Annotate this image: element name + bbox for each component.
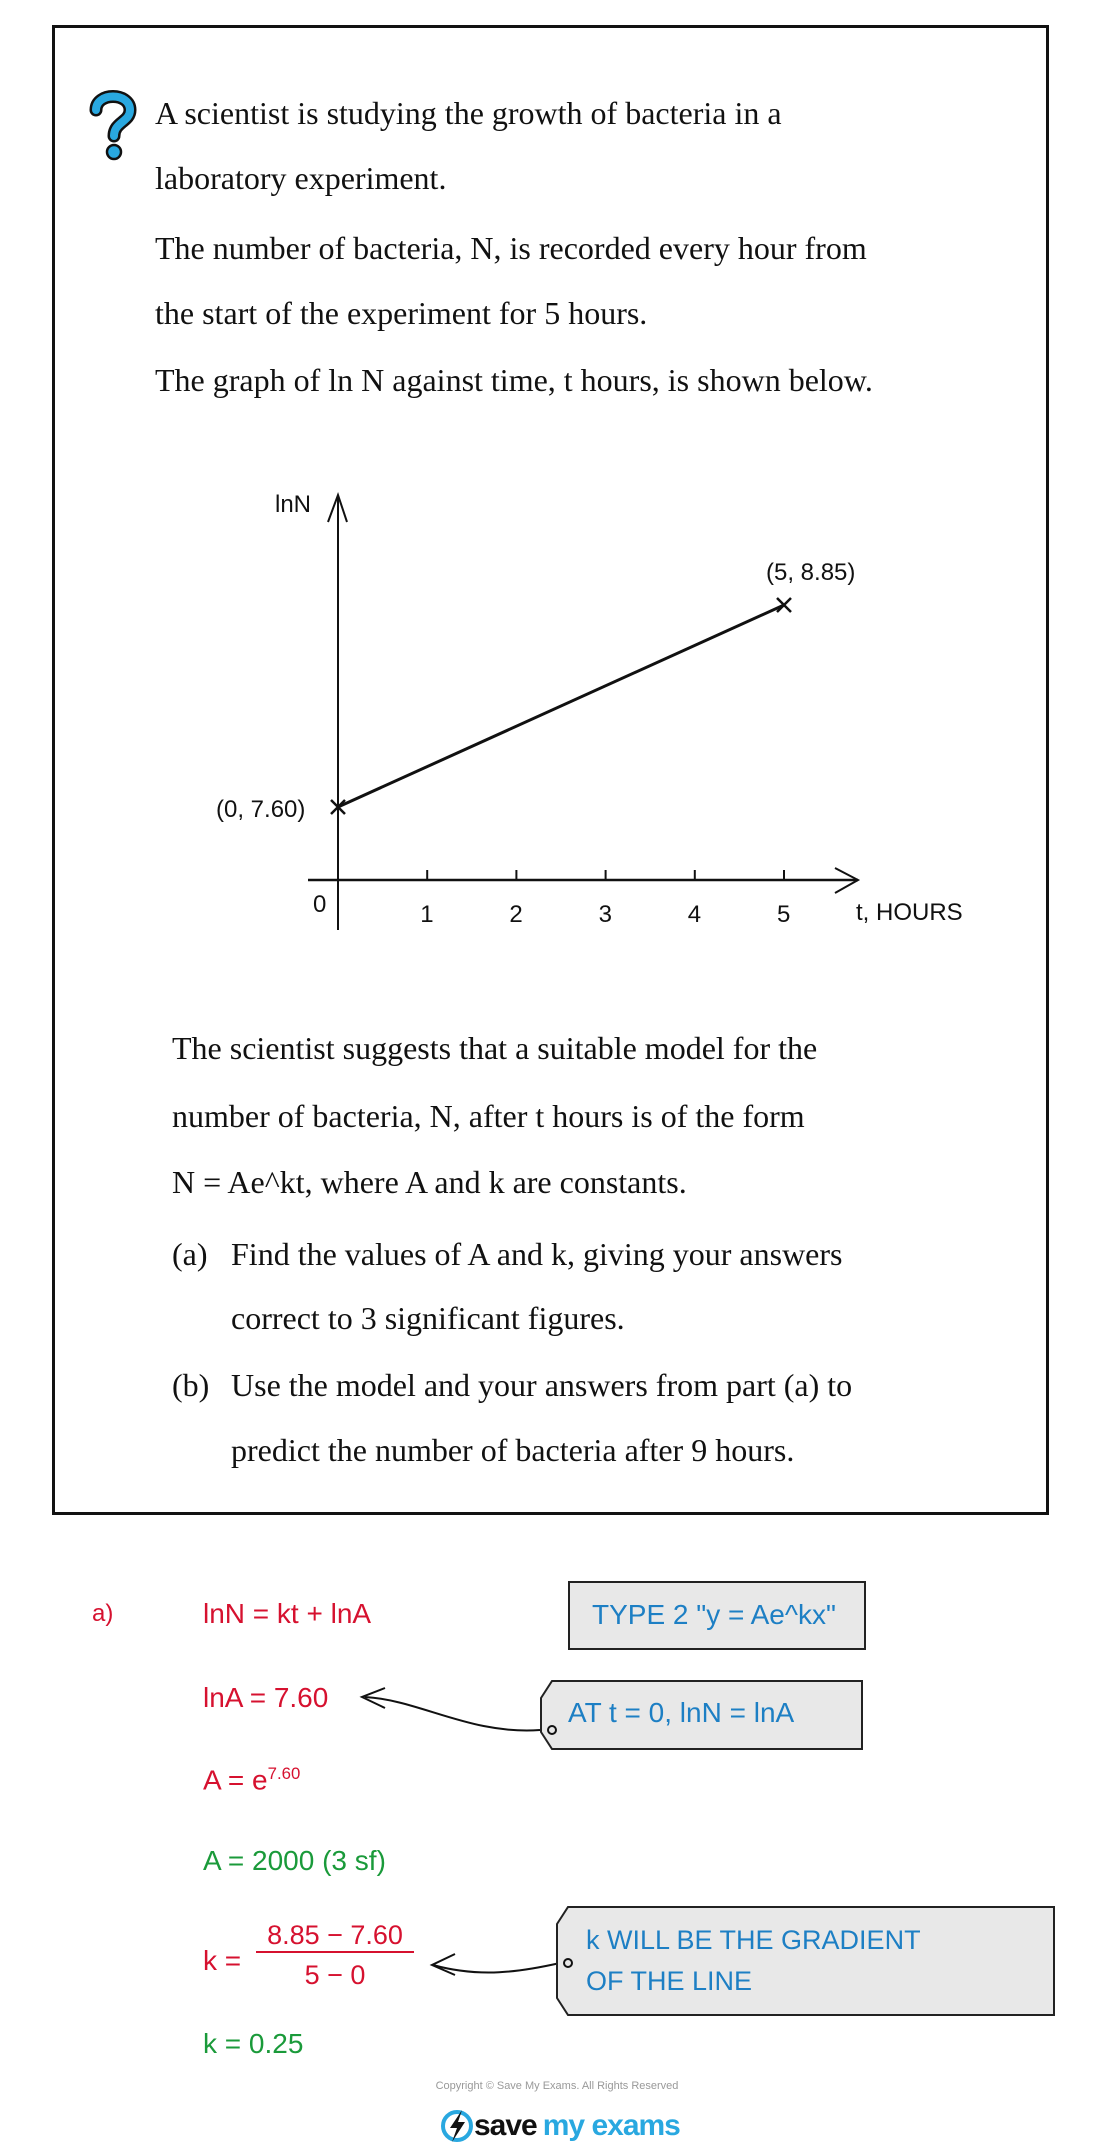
solution-line: k = 0.25 [203,2028,304,2059]
x-axis-label: t, HOURS [856,899,963,926]
intro-line: The number of bacteria, N, is recorded every hour from [155,230,867,266]
intro-line: the start of the experiment for 5 hours. [155,295,648,331]
k-prefix: k = [203,1945,242,1976]
data-line [338,605,784,807]
part-b-line: predict the number of bacteria after 9 hours. [231,1432,795,1468]
note-gradient: k WILL BE THE GRADIENT [586,1925,921,1955]
part-b-label: (b) [172,1367,210,1403]
x-tick-label: 2 [509,901,523,928]
solution-line: lnN = kt + lnA [203,1598,372,1629]
k-denominator: 5 − 0 [304,1960,366,1990]
intro-line: The graph of ln N against time, t hours, is shown below. [155,362,873,398]
note-gradient: OF THE LINE [586,1966,753,1996]
part-a-line: correct to 3 significant figures. [231,1300,625,1336]
lnN-graph [0,0,1100,960]
note-t0: AT t = 0, lnN = lnA [568,1697,795,1728]
logo-save: save [474,2109,537,2142]
model-line: N = Ae^kt, where A and k are constants. [172,1164,687,1200]
data-point-label: (5, 8.85) [766,559,856,586]
x-tick-label: 1 [420,901,434,928]
note-type2: TYPE 2 "y = Ae^kx" [568,1581,866,1650]
note-tag-shape [556,1906,1056,2018]
y-axis-label: lnN [275,491,312,518]
x-tick-label: 4 [687,901,702,928]
save-my-exams-logo [440,2108,680,2144]
solution-part-label: a) [92,1600,114,1627]
part-a-line: Find the values of A and k, giving your answers [231,1236,843,1272]
data-point-cross [777,598,791,612]
intro-line: A scientist is studying the growth of bacteria in a [155,95,782,131]
model-line: number of bacteria, N, after t hours is of the form [172,1098,805,1134]
lightning-icon [440,2108,474,2144]
part-a-label: (a) [172,1236,208,1272]
solution-line: A = 2000 (3 sf) [203,1845,386,1876]
part-b-line: Use the model and your answers from part (a) to [231,1367,853,1403]
solution-line: lnA = 7.60 [203,1682,329,1713]
logo-myexams: my exams [542,2109,680,2142]
intro-line: laboratory experiment. [155,160,447,196]
exp-base: A = e [203,1764,268,1796]
copyright: Copyright © Save My Exams. All Rights Reserved [435,2080,679,2092]
x-tick-label: 5 [777,901,791,928]
exp-power: 7.60 [267,1764,301,1783]
k-numerator: 8.85 − 7.60 [256,1920,414,1953]
origin-label: 0 [313,891,327,918]
data-point-label: (0, 7.60) [216,796,306,823]
x-tick-label: 3 [598,901,612,928]
model-line: The scientist suggests that a suitable model for the [172,1030,818,1066]
